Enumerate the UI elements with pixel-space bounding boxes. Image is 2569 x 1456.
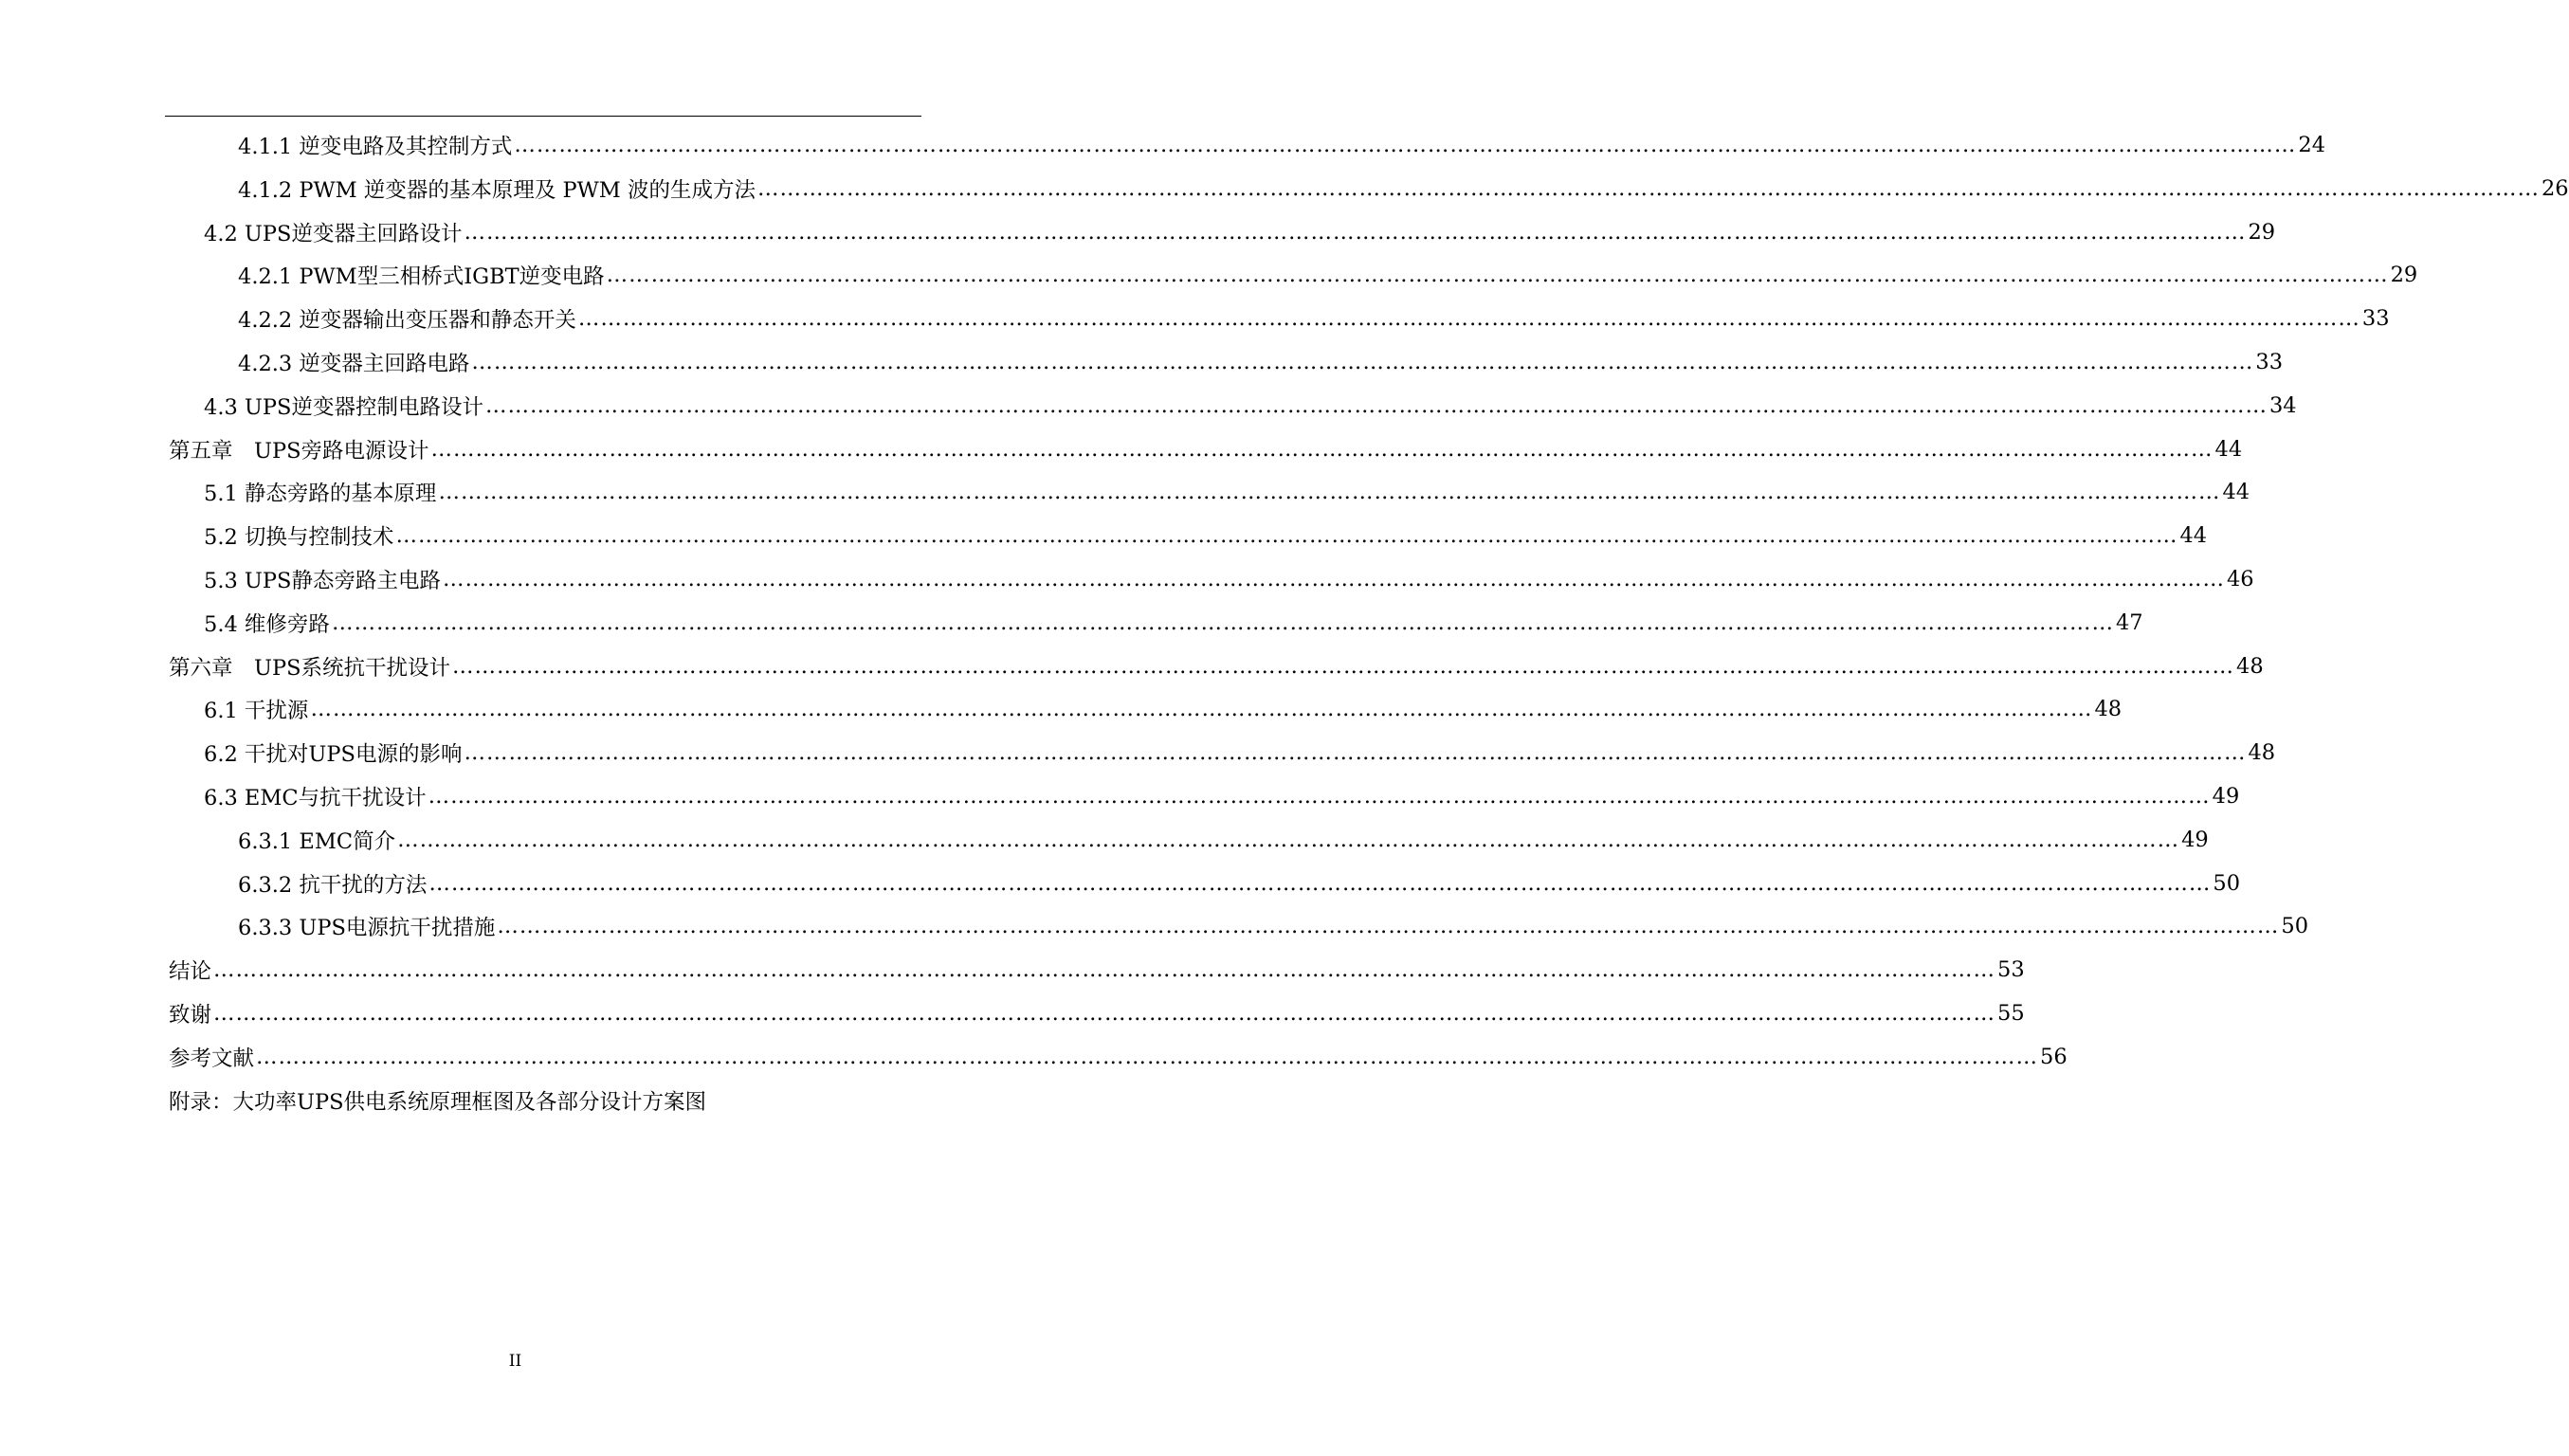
toc-entry-page: 49 xyxy=(2212,784,2240,809)
toc-entry-page: 48 xyxy=(2236,653,2264,679)
toc-entry-page: 34 xyxy=(2268,392,2297,418)
toc-entry-title: 5.3 UPS静态旁路主电路 xyxy=(204,569,441,593)
toc-entry[interactable] xyxy=(238,123,2326,167)
header-rule xyxy=(165,116,921,117)
toc-entry-title: 6.3.1 EMC简介 xyxy=(238,828,396,854)
toc-entry-page: 44 xyxy=(2214,436,2243,462)
toc-entry[interactable] xyxy=(238,167,2569,210)
toc-entry-page: 33 xyxy=(2361,306,2390,332)
toc-entry-page: 46 xyxy=(2226,567,2254,592)
toc-entry-title: 致谢 xyxy=(169,1003,212,1028)
toc-entry[interactable] xyxy=(169,645,2264,688)
toc-entry-title: 6.1 干扰源 xyxy=(204,699,309,724)
toc-dot-leader: …………………………………………………………………………………………………………………………………………………………………………………………………………………… xyxy=(756,175,2540,201)
toc-entry[interactable] xyxy=(204,470,2250,514)
toc-entry-title: 第六章 UPS系统抗干扰设计 xyxy=(169,655,451,681)
toc-dot-leader: …………………………………………………………………………………………………………………………………………………………………………………………………………………… xyxy=(442,567,2225,592)
toc-entry-title: 6.3 EMC与抗干扰设计 xyxy=(204,786,427,810)
toc-entry[interactable] xyxy=(204,210,2276,254)
toc-entry-page: 48 xyxy=(2094,697,2123,722)
toc-dot-leader: …………………………………………………………………………………………………………………………………………………………………………………………………………………… xyxy=(471,350,2254,374)
toc-entry[interactable] xyxy=(204,601,2143,645)
toc-entry-page: 50 xyxy=(2281,914,2309,939)
toc-entry[interactable] xyxy=(169,428,2243,471)
toc-entry-page: 44 xyxy=(2179,523,2208,549)
toc-entry-page: 55 xyxy=(1997,1001,2025,1026)
toc-dot-leader: …………………………………………………………………………………………………………………………………………………………………………………………………………………… xyxy=(438,480,2221,505)
toc-entry[interactable] xyxy=(204,731,2276,774)
toc-entry-title: 4.2 UPS逆变器主回路设计 xyxy=(204,221,463,246)
toc-entry-title: 5.1 静态旁路的基本原理 xyxy=(204,482,437,507)
toc-dot-leader: …………………………………………………………………………………………………………………………………………………………………………………………………………………… xyxy=(395,523,2178,549)
toc-entry-page: 29 xyxy=(2248,219,2276,245)
toc-entry[interactable] xyxy=(204,557,2254,601)
toc-entry[interactable] xyxy=(169,948,2025,992)
toc-entry-page: 44 xyxy=(2222,480,2250,505)
toc-entry-page: 33 xyxy=(2255,350,2284,374)
toc-dot-leader: …………………………………………………………………………………………………………………………………………………………………………………………………………………… xyxy=(484,392,2268,418)
toc-dot-leader: …………………………………………………………………………………………………………………………………………………………………………………………………………………… xyxy=(256,1044,2039,1069)
toc-entry-title: 4.2.3 逆变器主回路电路 xyxy=(238,352,470,376)
toc-entry-page: 49 xyxy=(2181,827,2209,852)
toc-entry[interactable] xyxy=(169,992,2025,1035)
toc-entry[interactable] xyxy=(238,340,2284,384)
toc-dot-leader: …………………………………………………………………………………………………………………………………………………………………………………………………………………… xyxy=(452,653,2235,679)
toc-entry[interactable] xyxy=(169,1079,706,1122)
toc-entry[interactable] xyxy=(238,297,2390,340)
toc-entry-page: 56 xyxy=(2040,1044,2068,1069)
toc-entry-title: 4.1.2 PWM 逆变器的基本原理及 PWM 波的生成方法 xyxy=(238,177,756,203)
toc-dot-leader: …………………………………………………………………………………………………………………………………………………………………………………………………………………… xyxy=(213,957,1996,983)
toc-entry-title: 4.3 UPS逆变器控制电路设计 xyxy=(204,394,483,420)
page-number: II xyxy=(508,1352,522,1371)
toc-entry-title: 4.2.2 逆变器输出变压器和静态开关 xyxy=(238,308,576,334)
toc-entry-title: 4.1.1 逆变电路及其控制方式 xyxy=(238,135,513,159)
toc-entry-title: 参考文献 xyxy=(169,1046,255,1071)
toc-entry-page: 29 xyxy=(2390,263,2418,288)
toc-entry-title: 6.3.2 抗干扰的方法 xyxy=(238,872,428,898)
toc-entry-page: 47 xyxy=(2115,610,2143,635)
toc-dot-leader: …………………………………………………………………………………………………………………………………………………………………………………………………………………… xyxy=(514,133,2297,157)
toc-dot-leader: …………………………………………………………………………………………………………………………………………………………………………………………………………………… xyxy=(213,1001,1996,1026)
toc-entry-title: 5.2 切换与控制技术 xyxy=(204,525,394,551)
toc-dot-leader: …………………………………………………………………………………………………………………………………………………………………………………………………………………… xyxy=(428,870,2212,896)
toc-entry[interactable] xyxy=(238,818,2209,862)
toc-entry[interactable] xyxy=(238,253,2418,297)
toc-entry[interactable] xyxy=(238,904,2309,948)
toc-dot-leader: …………………………………………………………………………………………………………………………………………………………………………………………………………………… xyxy=(464,219,2247,245)
toc-entry-title: 4.2.1 PWM型三相桥式IGBT逆变电路 xyxy=(238,264,605,290)
toc-dot-leader: …………………………………………………………………………………………………………………………………………………………………………………………………………………… xyxy=(430,436,2214,462)
toc-entry-page: 26 xyxy=(2541,175,2569,201)
toc-entry-title: 附录：大功率UPS供电系统原理框图及各部分设计方案图 xyxy=(169,1089,707,1115)
toc-entry-page: 24 xyxy=(2298,133,2326,157)
toc-entry[interactable] xyxy=(238,862,2241,905)
toc-dot-leader: …………………………………………………………………………………………………………………………………………………………………………………………………………………… xyxy=(497,914,2280,939)
toc-entry[interactable] xyxy=(204,687,2123,731)
toc-dot-leader: …………………………………………………………………………………………………………………………………………………………………………………………………………………… xyxy=(606,263,2389,288)
toc-entry-title: 第五章 UPS旁路电源设计 xyxy=(169,438,429,464)
toc-entry[interactable] xyxy=(169,1035,2068,1079)
toc-dot-leader: …………………………………………………………………………………………………………………………………………………………………………………………………………………… xyxy=(397,827,2180,852)
toc-dot-leader: …………………………………………………………………………………………………………………………………………………………………………………………………………………… xyxy=(464,740,2247,766)
toc-entry-page: 48 xyxy=(2248,740,2276,766)
toc-entry[interactable] xyxy=(204,384,2297,428)
toc-dot-leader: …………………………………………………………………………………………………………………………………………………………………………………………………………………… xyxy=(428,784,2211,809)
toc-entry[interactable] xyxy=(204,514,2208,557)
toc-dot-leader: …………………………………………………………………………………………………………………………………………………………………………………………………………………… xyxy=(577,306,2360,332)
toc-entry-title: 6.3.3 UPS电源抗干扰措施 xyxy=(238,916,496,941)
toc-entry[interactable] xyxy=(204,774,2240,818)
toc-entry-title: 6.2 干扰对UPS电源的影响 xyxy=(204,742,463,768)
toc-entry-title: 5.4 维修旁路 xyxy=(204,611,330,637)
toc-entry-page: 50 xyxy=(2213,870,2241,896)
toc-entry-page: 53 xyxy=(1997,957,2025,983)
toc-entry-title: 结论 xyxy=(169,959,212,985)
toc-dot-leader: …………………………………………………………………………………………………………………………………………………………………………………………………………………… xyxy=(331,610,2114,635)
toc-dot-leader: …………………………………………………………………………………………………………………………………………………………………………………………………………………… xyxy=(310,697,2093,722)
